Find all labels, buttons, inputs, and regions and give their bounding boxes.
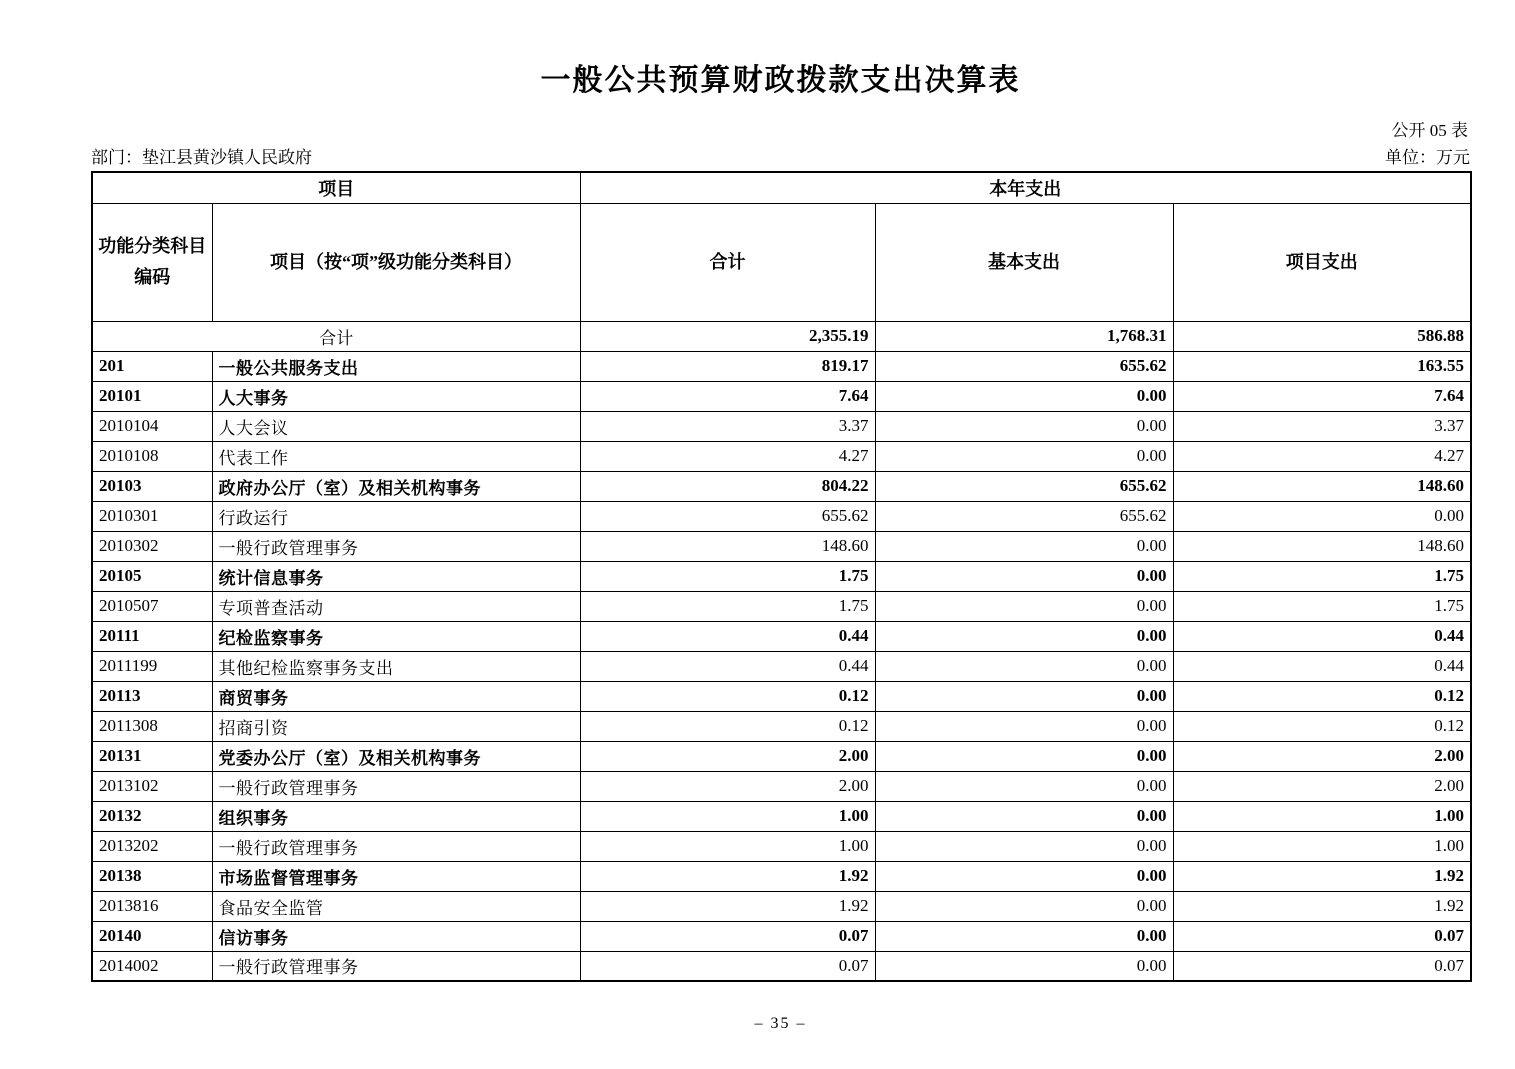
cell-total: 655.62 (580, 501, 875, 531)
cell-project: 7.64 (1173, 381, 1471, 411)
table-row (92, 891, 1471, 921)
table-row (92, 471, 1471, 501)
cell-total: 2.00 (580, 771, 875, 801)
cell-total: 7.64 (580, 381, 875, 411)
cell-code: 2010104 (92, 411, 212, 441)
cell-name: 市场监督管理事务 (212, 861, 580, 891)
cell-project: 0.44 (1173, 651, 1471, 681)
cell-name: 一般行政管理事务 (212, 831, 580, 861)
cell-name: 人大会议 (212, 411, 580, 441)
cell-project: 0.00 (1173, 501, 1471, 531)
cell-total: 4.27 (580, 441, 875, 471)
page-number: – 35 – (754, 1015, 807, 1032)
cell-code: 20103 (92, 471, 212, 501)
cell-project: 3.37 (1173, 411, 1471, 441)
cell-total: 148.60 (580, 531, 875, 561)
table-code-label: 公开 05 表 (1391, 121, 1468, 140)
cell-basic: 0.00 (875, 591, 1173, 621)
department-label: 部门：垫江县黄沙镇人民政府 (91, 148, 312, 167)
cell-project: 148.60 (1173, 531, 1471, 561)
cell-code: 2013202 (92, 831, 212, 861)
cell-code: 2013816 (92, 891, 212, 921)
cell-project: 1.75 (1173, 591, 1471, 621)
cell-name: 人大事务 (212, 381, 580, 411)
cell-basic: 0.00 (875, 831, 1173, 861)
page-title: 一般公共预算财政拨款支出决算表 (540, 64, 1021, 97)
table-row (92, 681, 1471, 711)
cell-code: 2011199 (92, 651, 212, 681)
cell-total: 0.12 (580, 711, 875, 741)
table-row (92, 501, 1471, 531)
cell-project: 0.12 (1173, 711, 1471, 741)
cell-code: 20113 (92, 681, 212, 711)
cell-total: 1.00 (580, 801, 875, 831)
table-row (92, 381, 1471, 411)
cell-name: 商贸事务 (212, 681, 580, 711)
cell-code: 20132 (92, 801, 212, 831)
cell-project: 163.55 (1173, 351, 1471, 381)
header-function-code (92, 203, 212, 321)
header-function-code-line2: 编码 (134, 267, 171, 287)
table-row (92, 801, 1471, 831)
cell-code: 2010301 (92, 501, 212, 531)
cell-total: 3.37 (580, 411, 875, 441)
cell-name: 纪检监察事务 (212, 621, 580, 651)
cell-code: 20101 (92, 381, 212, 411)
cell-code: 20138 (92, 861, 212, 891)
cell-project: 4.27 (1173, 441, 1471, 471)
cell-project: 0.07 (1173, 921, 1471, 951)
table-row (92, 531, 1471, 561)
cell-total: 0.44 (580, 651, 875, 681)
unit-label: 单位：万元 (1385, 148, 1470, 167)
cell-name: 党委办公厅（室）及相关机构事务 (212, 741, 580, 771)
header-group-items: 项目 (92, 172, 580, 203)
cell-project: 1.75 (1173, 561, 1471, 591)
cell-name: 其他纪检监察事务支出 (212, 651, 580, 681)
table-row (92, 621, 1471, 651)
cell-total: 1.92 (580, 891, 875, 921)
cell-name: 一般行政管理事务 (212, 951, 580, 981)
cell-name: 一般行政管理事务 (212, 771, 580, 801)
table-row (92, 651, 1471, 681)
header-function-code-line1: 功能分类科目 (98, 236, 207, 257)
cell-name: 一般行政管理事务 (212, 531, 580, 561)
cell-project: 0.07 (1173, 951, 1471, 981)
cell-basic: 0.00 (875, 951, 1173, 981)
header-item-name: 项目（按“项”级功能分类科目） (212, 203, 580, 321)
cell-basic: 0.00 (875, 861, 1173, 891)
cell-code: 2013102 (92, 771, 212, 801)
header-columns-row (92, 203, 1471, 321)
cell-project: 148.60 (1173, 471, 1471, 501)
cell-basic: 0.00 (875, 651, 1173, 681)
cell-total: 1.92 (580, 861, 875, 891)
cell-total: 0.07 (580, 951, 875, 981)
cell-project: 1.92 (1173, 891, 1471, 921)
cell-code: 2014002 (92, 951, 212, 981)
cell-basic: 0.00 (875, 801, 1173, 831)
cell-code: 20131 (92, 741, 212, 771)
table-row (92, 771, 1471, 801)
table-row-grand-total (92, 321, 1471, 351)
cell-basic: 0.00 (875, 921, 1173, 951)
table-row (92, 951, 1471, 981)
table-row (92, 711, 1471, 741)
cell-basic: 655.62 (875, 471, 1173, 501)
table-row (92, 831, 1471, 861)
cell-name: 组织事务 (212, 801, 580, 831)
cell-code: 2010507 (92, 591, 212, 621)
cell-basic: 0.00 (875, 561, 1173, 591)
cell-grand-project: 586.88 (1173, 321, 1471, 351)
table-row (92, 861, 1471, 891)
cell-total: 2.00 (580, 741, 875, 771)
table-row (92, 591, 1471, 621)
cell-code: 20111 (92, 621, 212, 651)
cell-name: 政府办公厅（室）及相关机构事务 (212, 471, 580, 501)
cell-basic: 655.62 (875, 501, 1173, 531)
cell-basic: 0.00 (875, 891, 1173, 921)
cell-total: 0.44 (580, 621, 875, 651)
cell-basic: 0.00 (875, 411, 1173, 441)
cell-code: 20140 (92, 921, 212, 951)
cell-name: 信访事务 (212, 921, 580, 951)
cell-total: 819.17 (580, 351, 875, 381)
cell-code: 2011308 (92, 711, 212, 741)
cell-total: 0.12 (580, 681, 875, 711)
cell-project: 2.00 (1173, 741, 1471, 771)
cell-basic: 0.00 (875, 531, 1173, 561)
cell-basic: 655.62 (875, 351, 1173, 381)
header-basic-expenditure: 基本支出 (875, 203, 1173, 321)
table-row (92, 441, 1471, 471)
table-row (92, 351, 1471, 381)
cell-total: 1.75 (580, 561, 875, 591)
table-row (92, 921, 1471, 951)
cell-total: 804.22 (580, 471, 875, 501)
cell-project: 0.44 (1173, 621, 1471, 651)
cell-name: 代表工作 (212, 441, 580, 471)
header-group-row (92, 172, 1471, 203)
cell-project: 1.92 (1173, 861, 1471, 891)
header-total: 合计 (580, 203, 875, 321)
cell-project: 2.00 (1173, 771, 1471, 801)
cell-total: 1.75 (580, 591, 875, 621)
table-row (92, 561, 1471, 591)
cell-basic: 0.00 (875, 621, 1173, 651)
cell-basic: 0.00 (875, 741, 1173, 771)
cell-total: 0.07 (580, 921, 875, 951)
header-project-expenditure: 项目支出 (1173, 203, 1471, 321)
cell-code: 201 (92, 351, 212, 381)
cell-basic: 0.00 (875, 381, 1173, 411)
header-group-current-year-expenditure: 本年支出 (580, 172, 1471, 203)
cell-name: 一般公共服务支出 (212, 351, 580, 381)
cell-basic: 0.00 (875, 681, 1173, 711)
cell-name: 行政运行 (212, 501, 580, 531)
cell-basic: 0.00 (875, 771, 1173, 801)
cell-name: 专项普查活动 (212, 591, 580, 621)
cell-code: 20105 (92, 561, 212, 591)
cell-code: 2010302 (92, 531, 212, 561)
cell-grand-basic: 1,768.31 (875, 321, 1173, 351)
cell-name: 招商引资 (212, 711, 580, 741)
table-row (92, 741, 1471, 771)
cell-code: 2010108 (92, 441, 212, 471)
cell-project: 1.00 (1173, 801, 1471, 831)
meta-row (91, 143, 1470, 168)
cell-basic: 0.00 (875, 711, 1173, 741)
cell-basic: 0.00 (875, 441, 1173, 471)
cell-total: 1.00 (580, 831, 875, 861)
cell-project: 0.12 (1173, 681, 1471, 711)
cell-grand-total-label: 合计 (92, 321, 580, 351)
table-row (92, 411, 1471, 441)
cell-name: 食品安全监管 (212, 891, 580, 921)
cell-project: 1.00 (1173, 831, 1471, 861)
budget-table (91, 171, 1472, 982)
cell-grand-total: 2,355.19 (580, 321, 875, 351)
cell-name: 统计信息事务 (212, 561, 580, 591)
